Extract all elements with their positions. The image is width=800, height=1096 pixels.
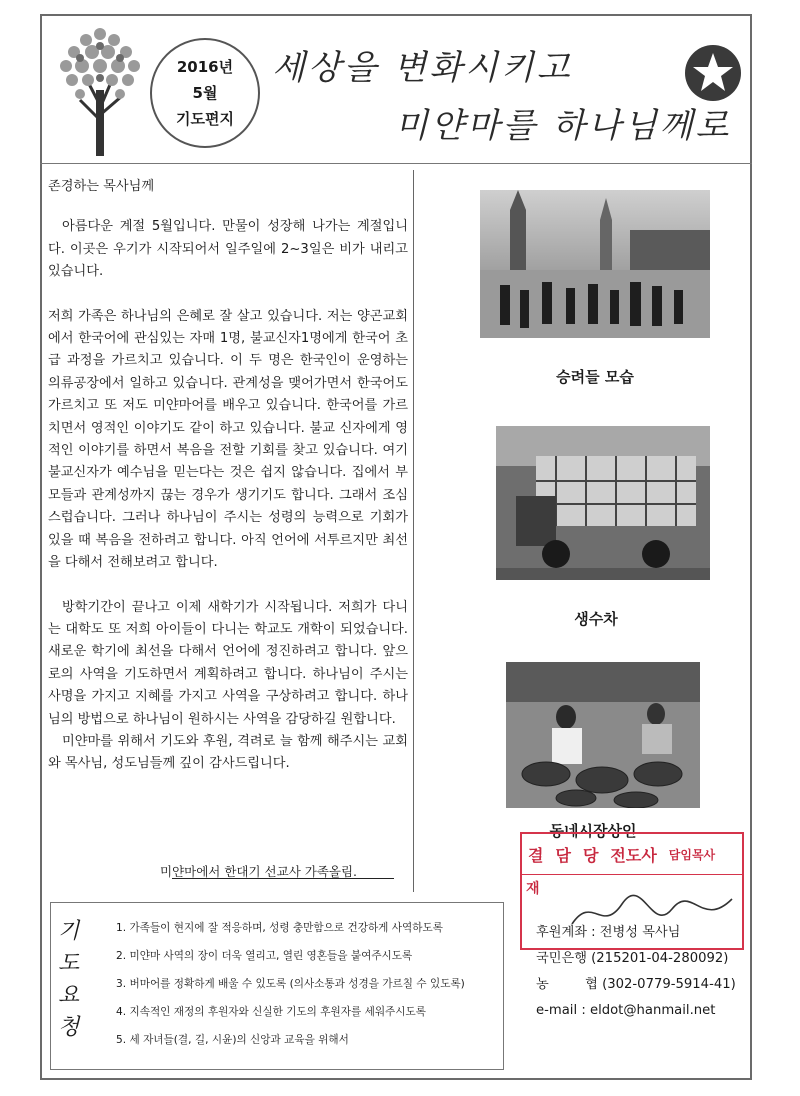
prayer-item: 3. 버마어를 정확하게 배울 수 있도록 (의사소통과 성경을 가르칠 수 있도록) — [116, 978, 465, 990]
letter-month: 5월 — [192, 84, 218, 102]
prayer-item: 5. 세 자녀들(결, 길, 시윤)의 신앙과 교육을 위해서 — [116, 1034, 349, 1046]
photo-caption-market: 동네시장상인 — [549, 822, 637, 840]
stamp-col-5: 담임목사 — [668, 847, 716, 862]
photo-caption-monks: 승려들 모습 — [556, 368, 634, 386]
date-badge — [150, 38, 260, 148]
prayer-label-bottom: 요청 — [58, 983, 86, 1040]
prayer-label — [58, 916, 108, 1044]
stamp-side: 재 — [526, 881, 540, 897]
prayer-list — [116, 914, 506, 1054]
prayer-item: 1. 가족들이 현지에 잘 적응하며, 성령 충만함으로 건강하게 사역하도록 — [116, 922, 443, 934]
greeting: 존경하는 목사님께 — [48, 179, 155, 194]
stamp-header-row — [522, 834, 742, 875]
photo-caption-truck: 생수차 — [574, 610, 618, 628]
title-line-1: 세상을 변화시키고 — [272, 48, 573, 88]
title-line-2: 미얀마를 하나님께로 — [395, 106, 732, 146]
signature-underline — [172, 878, 394, 879]
prayer-item: 4. 지속적인 재정의 후원자와 신실한 기도의 후원자를 세워주시도록 — [116, 1006, 426, 1018]
letter-type: 기도편지 — [176, 110, 234, 128]
sponsor-account: 후원계좌 : 전병성 목사님 — [536, 925, 681, 940]
star-icon — [684, 44, 742, 102]
water-truck-photo — [496, 426, 710, 580]
market-vendors-photo — [506, 662, 700, 808]
stamp-col-4: 전도사 — [610, 845, 657, 865]
paragraph-2: 저희 가족은 하나님의 은혜로 잘 살고 있습니다. 저는 양곤교회에서 한국어에 관심있는 자매 1명, 불교신자1명에게 한국어 초급 과정을 가르치고 있습니다. 이 두 명은 한국인이 운영하는 의류공장에서 일하고 있습니다. 관계성을 맺어가면서 한국어도 가르치고 또 저도 미얀마어를 배우고 있습니다. 한국어를 가르치면서 영적인 이야기도 같이 하고 있습니다. 불교 신자에게 영적인 이야기를 하면서 복음을 전할 기회를 찾고 있습니다. 여기 불교신자가 예수님을 믿는다는 것은 쉽지 않습니다. 집에서 부모들과 관계성까지 끊는 경우가 생기기도 합니다. 그래서 조심스럽습니다. 그러나 하나님이 주시는 성령의 능력으로 기회가 있을 때 복음을 전하려고 합니다. 아직 언어에 서투르지만 최선을 다해서 전해보려고 합니다. — [48, 308, 408, 571]
prayer-label-top: 기도 — [58, 919, 86, 976]
bank-2-name-1: 농 — [536, 977, 549, 992]
letter-body — [48, 176, 408, 798]
tree-logo-icon — [50, 20, 150, 160]
monks-photo — [480, 190, 710, 338]
stamp-col-2: 담 — [555, 845, 571, 865]
bank-2-number: (302-0779-5914-41) — [602, 977, 736, 992]
signature: 미얀마에서 한대기 선교사 가족올림. — [160, 864, 358, 879]
stamp-col-3: 당 — [582, 845, 599, 865]
paragraph-1: 아름다운 계절 5월입니다. 만물이 성장해 나가는 계절입니다. 이곳은 우기가 시작되어서 일주일에 2~3일은 비가 내리고 있습니다. — [48, 219, 408, 280]
paragraph-3: 방학기간이 끝나고 이제 새학기가 시작됩니다. 저희가 다니는 대학도 또 저희 아이들이 다니는 학교도 개학이 되었습니다. 새로운 학기에 최선을 다해서 언어에 정진하려고 합니다. 앞으로의 사역을 기도하면서 계획하려고 합니다. 하나님이 주시는 사명을 가지고 지혜를 가지고 사역을 구상하려고 합니다. 하나님의 방법으로 하나님이 원하시는 사역을 감당하길 원합니다. — [48, 599, 408, 727]
contact-info — [536, 920, 751, 1024]
stamp-col-1: 결 — [528, 845, 544, 865]
bank-account-1: 국민은행 (215201-04-280092) — [536, 951, 729, 966]
prayer-item: 2. 미얀마 사역의 장이 더욱 열리고, 열린 영혼들을 붙여주시도록 — [116, 950, 413, 962]
email-address: e-mail : eldot@hanmail.net — [536, 1003, 716, 1018]
paragraph-4: 미얀마를 위해서 기도와 후원, 격려로 늘 함께 해주시는 교회와 목사님, 성도님들께 깊이 감사드립니다. — [48, 733, 408, 772]
letter-year: 2016년 — [176, 58, 234, 76]
bank-2-name-2: 협 — [585, 977, 598, 992]
bank-account-2 — [536, 972, 751, 998]
